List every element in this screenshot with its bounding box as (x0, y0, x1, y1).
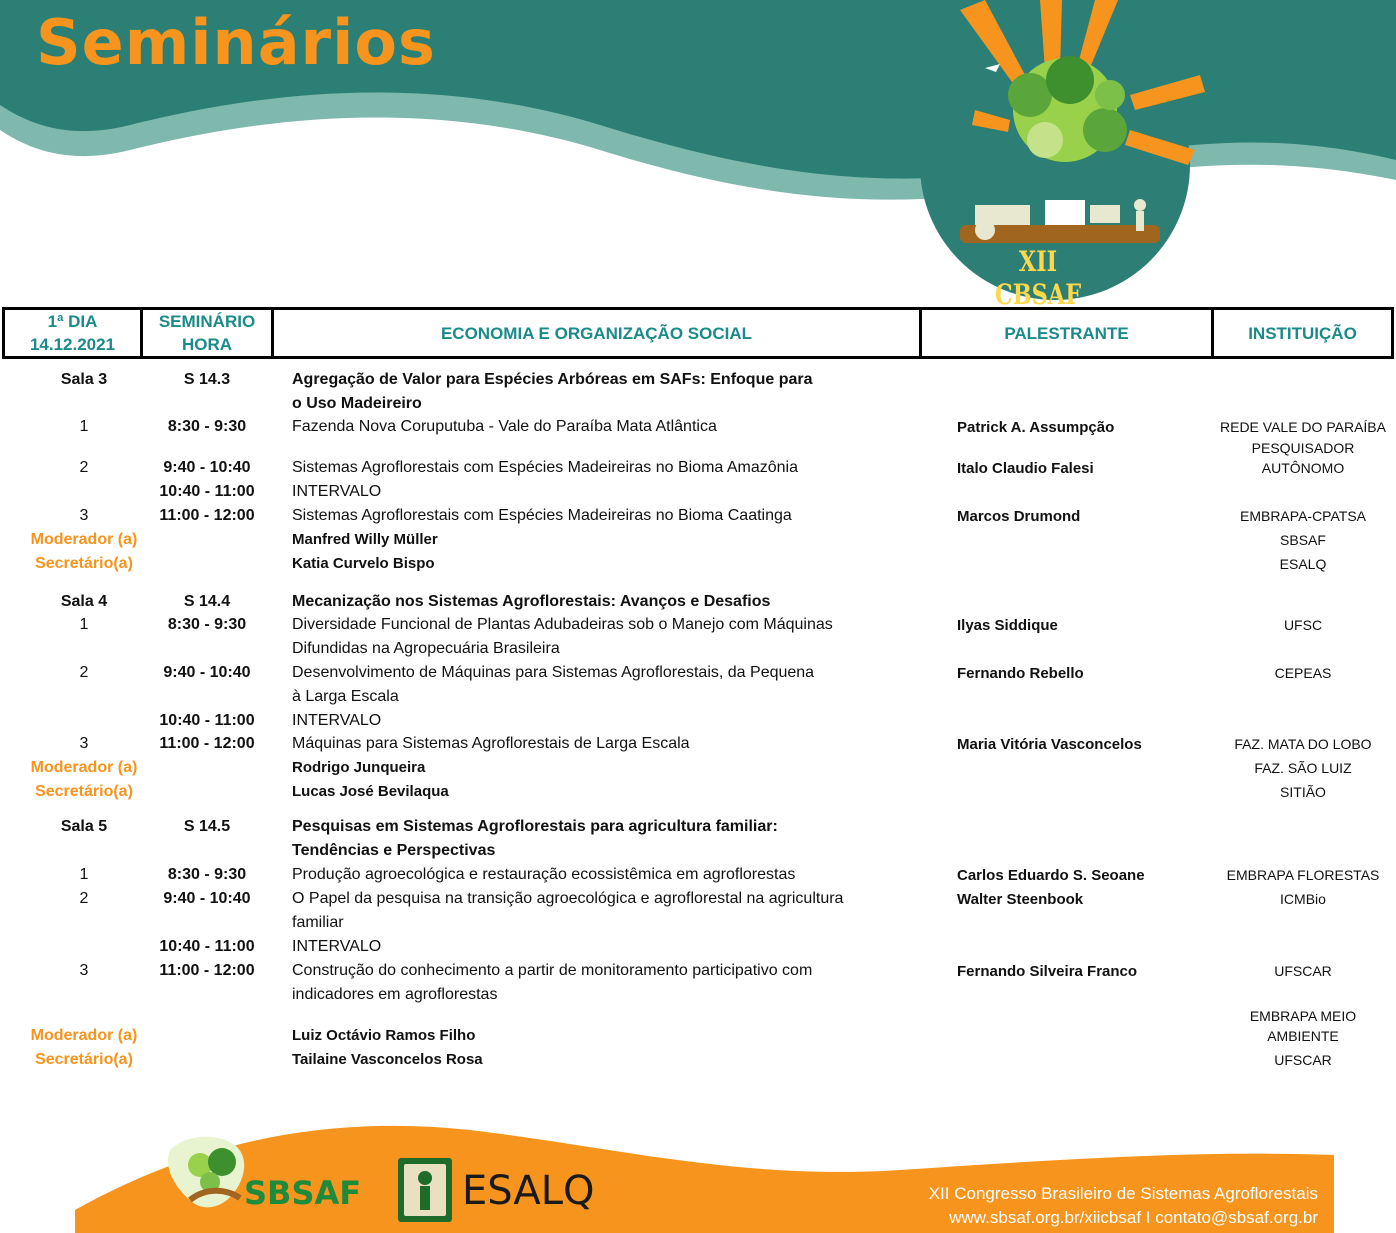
talk-time: 11:00 - 12:00 (159, 962, 255, 979)
session-code: S 14.5 (183, 818, 231, 835)
contact-info[interactable]: www.sbsaf.org.br/xiicbsaf I contato@sbsaf.org.br (949, 1208, 1318, 1227)
session-title: Pesquisas em Sistemas Agroflorestais para agricultura familiar: (292, 818, 778, 835)
talk-speaker: Ilyas Siddique (957, 617, 1058, 634)
secretary-name: Tailaine Vasconcelos Rosa (292, 1051, 483, 1068)
secretary-label: Secretário(a) (35, 555, 133, 572)
secretary-name: Lucas José Bevilaqua (292, 783, 449, 800)
moderator-label: Moderador (a) (30, 531, 138, 548)
congress-name: XII Congresso Brasileiro de Sistemas Agroflorestais (928, 1184, 1318, 1203)
institution-label: INSTITUIÇÃO (1248, 323, 1357, 343)
talk-time: 8:30 - 9:30 (167, 616, 247, 633)
break-time: 10:40 - 11:00 (159, 712, 255, 729)
talk-institution: FAZ. MATA DO LOBO (1234, 736, 1372, 752)
secretary-label: Secretário(a) (35, 783, 133, 800)
talk-institution: UFSCAR (1274, 963, 1332, 979)
talk-institution: AUTÔNOMO (1261, 460, 1345, 476)
session-title: Tendências e Perspectivas (292, 842, 496, 859)
secretary-institution: ESALQ (1279, 556, 1327, 572)
seminar-label: SEMINÁRIO (158, 312, 256, 331)
secretary-institution: SITIÃO (1280, 784, 1326, 800)
talk-time: 9:40 - 10:40 (163, 890, 251, 907)
sbsaf-label: SBSAF (244, 1174, 362, 1212)
talk-number: 3 (79, 735, 89, 752)
talk-title: Produção agroecológica e restauração ecossistêmica em agroflorestas (292, 866, 796, 883)
talk-institution: ICMBio (1280, 891, 1326, 907)
talk-number: 3 (79, 507, 89, 524)
talk-time: 9:40 - 10:40 (163, 459, 251, 476)
talk-speaker: Maria Vitória Vasconcelos (957, 736, 1142, 753)
schedule-table-header (2, 307, 1394, 359)
talk-number: 1 (79, 866, 89, 883)
room-label: Sala 4 (60, 593, 108, 610)
talk-time: 11:00 - 12:00 (159, 735, 255, 752)
speaker-label: PALESTRANTE (1004, 323, 1129, 343)
moderator-name: Luiz Octávio Ramos Filho (292, 1027, 476, 1044)
talk-title: Diversidade Funcional de Plantas Adubadeiras sob o Manejo com Máquinas (292, 616, 833, 633)
session-code: S 14.4 (183, 593, 231, 610)
talk-number: 2 (79, 664, 89, 681)
talk-speaker: Fernando Silveira Franco (957, 963, 1138, 980)
talk-title: Máquinas para Sistemas Agroflorestais de Larga Escala (292, 735, 690, 752)
moderator-institution: SBSAF (1280, 532, 1326, 548)
seminar-hour-header (143, 310, 274, 356)
date-label: 14.12.2021 (29, 335, 116, 354)
esalq-label: ESALQ (462, 1168, 595, 1214)
talk-number: 2 (79, 459, 89, 476)
talk-time: 8:30 - 9:30 (167, 866, 247, 883)
moderator-name: Rodrigo Junqueira (292, 759, 426, 776)
session-title: o Uso Madeireiro (292, 395, 422, 412)
talk-time: 9:40 - 10:40 (163, 664, 251, 681)
talk-title: Sistemas Agroflorestais com Espécies Madeireiras no Bioma Caatinga (292, 507, 792, 524)
logo-title: XII CBSAF (994, 245, 1082, 311)
break-label: INTERVALO (292, 483, 382, 500)
break-label: INTERVALO (292, 938, 382, 955)
talk-speaker: Italo Claudio Falesi (957, 460, 1094, 477)
talk-title: Desenvolvimento de Máquinas para Sistemas Agroflorestais, da Pequena (292, 664, 815, 681)
talk-speaker: Fernando Rebello (957, 665, 1084, 682)
institution-header (1214, 310, 1391, 356)
hour-label: HORA (181, 335, 233, 354)
talk-institution: EMBRAPA-CPATSA (1239, 508, 1367, 524)
talk-institution: EMBRAPA FLORESTAS (1226, 867, 1380, 883)
session-code: S 14.3 (183, 371, 231, 388)
secretary-label: Secretário(a) (35, 1051, 133, 1068)
talk-institution: REDE VALE DO PARAÍBA (1220, 419, 1386, 435)
talk-time: 8:30 - 9:30 (167, 418, 247, 435)
break-time: 10:40 - 11:00 (159, 483, 255, 500)
break-time: 10:40 - 11:00 (159, 938, 255, 955)
talk-title: à Larga Escala (292, 688, 399, 705)
session-title: Mecanização nos Sistemas Agroflorestais: Avanços e Desafios (292, 593, 771, 610)
break-label: INTERVALO (292, 712, 382, 729)
talk-title: O Papel da pesquisa na transição agroecológica e agroflorestal na agricultura (292, 890, 844, 907)
talk-title: Difundidas na Agropecuária Brasileira (292, 640, 560, 657)
talk-speaker: Marcos Drumond (957, 508, 1081, 525)
talk-speaker: Patrick A. Assumpção (957, 419, 1115, 436)
speaker-header (922, 310, 1214, 356)
talk-title: Construção do conhecimento a partir de monitoramento participativo com (292, 962, 813, 979)
talk-number: 1 (79, 616, 89, 633)
day-header (5, 310, 143, 356)
esalq-crest (398, 1158, 452, 1222)
moderator-institution: FAZ. SÃO LUIZ (1254, 760, 1352, 776)
page-title: Seminários (36, 6, 436, 79)
room-label: Sala 5 (60, 818, 108, 835)
day-label: 1ª DIA (47, 312, 98, 331)
moderator-institution: EMBRAPA MEIO (1249, 1008, 1357, 1024)
theme-header (274, 310, 922, 356)
theme-label: ECONOMIA E ORGANIZAÇÃO SOCIAL (440, 323, 753, 343)
talk-title: Sistemas Agroflorestais com Espécies Madeireiras no Bioma Amazônia (292, 459, 798, 476)
moderator-label: Moderador (a) (30, 1027, 138, 1044)
session-title: Agregação de Valor para Espécies Arbóreas em SAFs: Enfoque para (292, 371, 813, 388)
talk-number: 1 (79, 418, 89, 435)
talk-title: indicadores em agroflorestas (292, 986, 498, 1003)
talk-institution: PESQUISADOR (1251, 440, 1355, 456)
talk-title: Fazenda Nova Coruputuba - Vale do Paraíba Mata Atlântica (292, 418, 717, 435)
room-label: Sala 3 (60, 371, 108, 388)
talk-number: 2 (79, 890, 89, 907)
secretary-name: Katia Curvelo Bispo (292, 555, 435, 572)
moderator-name: Manfred Willy Müller (292, 531, 438, 548)
talk-title: familiar (292, 914, 344, 931)
talk-number: 3 (79, 962, 89, 979)
talk-time: 11:00 - 12:00 (159, 507, 255, 524)
talk-speaker: Carlos Eduardo S. Seoane (957, 867, 1145, 884)
talk-institution: CEPEAS (1274, 665, 1332, 681)
moderator-label: Moderador (a) (30, 759, 138, 776)
talk-institution: UFSC (1283, 617, 1323, 633)
secretary-institution: UFSCAR (1274, 1052, 1332, 1068)
moderator-institution: AMBIENTE (1267, 1028, 1339, 1044)
talk-speaker: Walter Steenbook (957, 891, 1084, 908)
